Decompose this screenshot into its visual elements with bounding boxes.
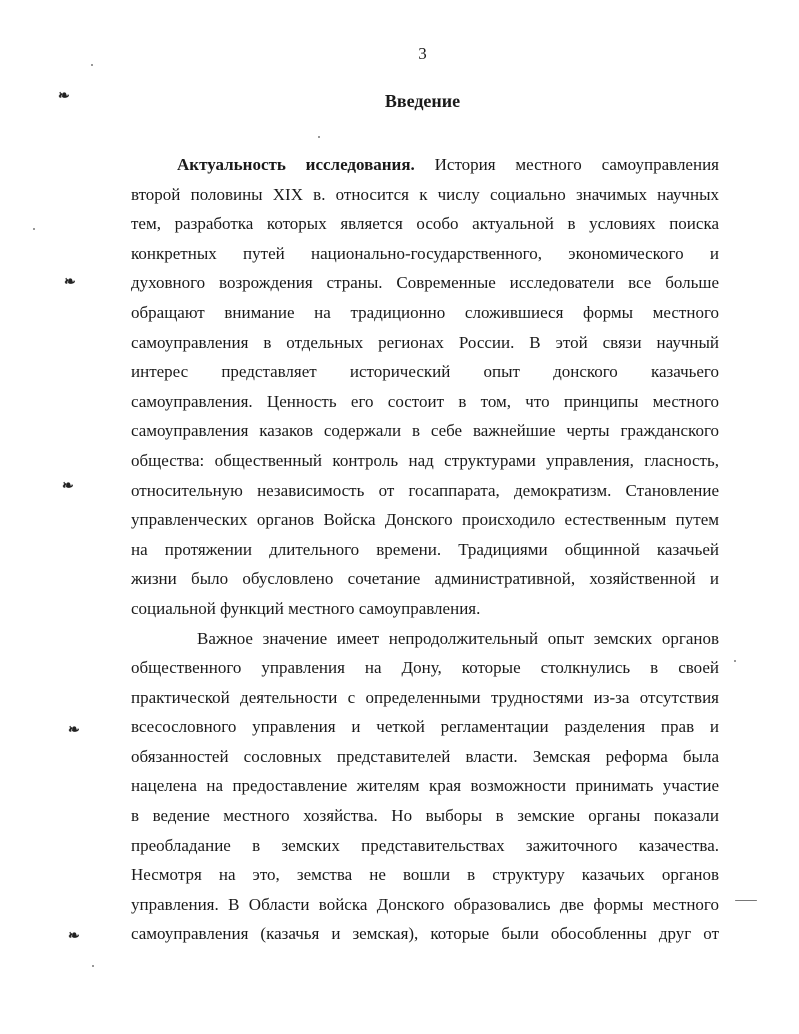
scan-speck [92, 965, 94, 967]
paragraph-1-line: самоуправления казаков содержали в себе важнейшие черты гражданского [131, 421, 719, 441]
paragraph-2-line: нацелена на предоставление жителям края возможности принимать участие [131, 776, 719, 796]
page-number: 3 [418, 44, 427, 63]
scan-speck [318, 136, 320, 138]
scan-speck [734, 660, 736, 662]
paragraph-1-line: жизни было обусловлено сочетание административной, хозяйственной и [131, 569, 719, 589]
paragraph-1-line: обращают внимание на традиционно сложившиеся формы местного [131, 302, 719, 322]
paragraph-1-line: самоуправления в отдельных регионах России. В этой связи научный [131, 332, 719, 352]
paragraph-1-line: на протяжении длительного времени. Традициями общинной казачьей [131, 539, 719, 559]
paragraph-1-line: духовного возрождения страны. Современные исследователи все больше [131, 273, 719, 293]
margin-mark-icon: ❧ [62, 479, 74, 494]
paragraph-1-line: самоуправления. Ценность его состоит в том, что принципы местного [131, 391, 719, 411]
scan-speck [735, 900, 757, 901]
paragraph-2-line: в ведение местного хозяйства. Но выборы в земские органы показали [131, 806, 719, 826]
paragraph-1-line: интерес представляет исторический опыт донского казачьего [131, 362, 719, 382]
lead-phrase: Актуальность исследования. [177, 155, 415, 174]
paragraph-1-line: тем, разработка которых является особо актуальной в условиях поиска [131, 214, 719, 234]
paragraph-2-line: Несмотря на это, земства не вошли в структуру казачьих органов [131, 865, 719, 885]
margin-mark-icon: ❧ [68, 723, 80, 738]
paragraph-2-line: Важное значение имеет непродолжительный опыт земских органов [197, 628, 719, 648]
paragraph-1-line: социальной функций местного самоуправления. [131, 598, 481, 618]
body-text [131, 150, 719, 949]
paragraph-2-line: преобладание в земских представительствах зажиточного казачества. [131, 835, 719, 855]
text-line: История местного самоуправления [434, 155, 719, 174]
paragraph-2-line: управления. В Области войска Донского образовались две формы местного [131, 894, 719, 914]
margin-mark-icon: ❧ [68, 929, 80, 944]
scan-speck [91, 64, 93, 66]
margin-mark-icon: ❧ [58, 89, 70, 104]
paragraph-1-line: управленческих органов Войска Донского происходило естественным путем [131, 510, 719, 530]
paragraph-1-line: конкретных путей национально-государственного, экономического и [131, 243, 719, 263]
paragraph-1-line: общества: общественный контроль над структурами управления, гласность, [131, 450, 719, 470]
paragraph-1-line: относительную независимость от госаппарата, демократизм. Становление [131, 480, 719, 500]
heading: Введение [384, 91, 461, 111]
paragraph-1-line [131, 150, 719, 180]
paragraph-2-line: обязанностей сословных представителей власти. Земская реформа была [131, 746, 719, 766]
margin-mark-icon: ❧ [64, 275, 76, 290]
scan-speck [33, 228, 35, 230]
paragraph-2-line: общественного управления на Дону, которые столкнулись в своей [131, 658, 719, 678]
paragraph-1-line: второй половины XIX в. относится к числу социально значимых научных [131, 184, 719, 204]
paragraph-2-line: практической деятельности с определенными трудностями из-за отсутствия [131, 687, 719, 707]
paragraph-2-line: всесословного управления и четкой регламентации разделения прав и [131, 717, 719, 737]
paragraph-2-line: самоуправления (казачья и земская), которые были обособленны друг от [131, 924, 719, 944]
